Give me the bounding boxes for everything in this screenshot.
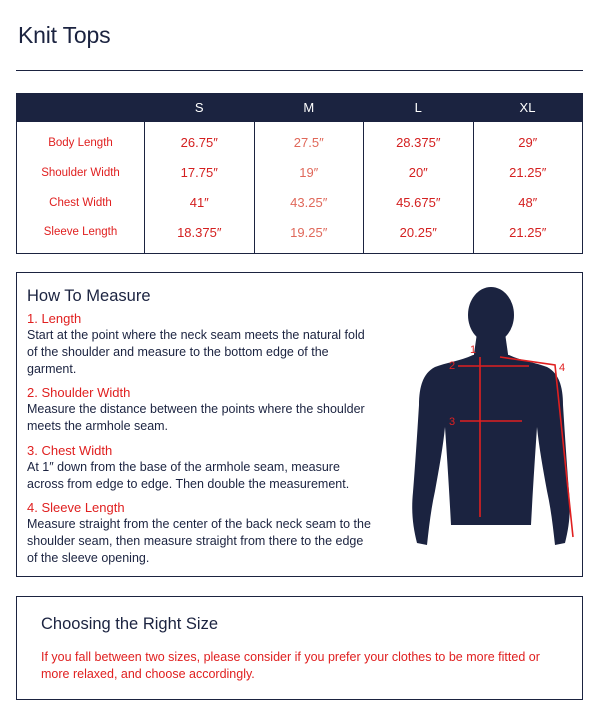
- step-text: Measure the distance between the points where the shoulder meets the armhole seam.: [27, 402, 365, 433]
- measure-step-shoulder-width: [27, 385, 372, 435]
- table-cell: 45.675″: [364, 188, 474, 218]
- choosing-size-text: If you fall between two sizes, please consider if you prefer your clothes to be more fitted or more relaxed, and choose accordingly.: [41, 650, 540, 681]
- table-row: [17, 122, 583, 158]
- table-row: [17, 218, 583, 254]
- choosing-size-panel: [16, 596, 583, 700]
- step-heading: 3. Chest Width: [27, 443, 113, 458]
- torso-silhouette: [412, 287, 570, 545]
- measure-step-chest-width: [27, 443, 372, 493]
- table-cell: 27.5″: [254, 122, 364, 158]
- size-header-blank: [17, 94, 145, 122]
- how-to-measure-panel: [16, 272, 583, 577]
- step-heading: 4. Sleeve Length: [27, 500, 125, 515]
- row-label-body-length: Body Length: [48, 136, 113, 149]
- table-cell: 28.375″: [364, 122, 474, 158]
- step-heading: 2. Shoulder Width: [27, 385, 131, 400]
- table-cell: 29″: [473, 122, 583, 158]
- title-divider: [16, 70, 583, 71]
- step-text: Start at the point where the neck seam meets the natural fold of the shoulder and measure to the bottom edge of the garment.: [27, 328, 365, 376]
- table-cell: 20″: [364, 158, 474, 188]
- size-header-row: [17, 94, 583, 122]
- measure-step-sleeve-length: [27, 500, 372, 567]
- table-cell: 43.25″: [254, 188, 364, 218]
- choosing-size-title: Choosing the Right Size: [41, 615, 219, 633]
- size-chart-table: [16, 93, 583, 254]
- size-header-m: M: [254, 94, 364, 122]
- size-header-xl: XL: [473, 94, 583, 122]
- size-header-l: L: [364, 94, 474, 122]
- step-text: Measure straight from the center of the back neck seam to the shoulder seam, then measure straight from there to the edge of the sleeve opening.: [27, 517, 371, 565]
- table-cell: 17.75″: [145, 158, 255, 188]
- table-cell: 48″: [473, 188, 583, 218]
- table-cell: 21.25″: [473, 218, 583, 254]
- body-measurement-figure: [405, 287, 583, 559]
- table-cell: 41″: [145, 188, 255, 218]
- table-cell: 26.75″: [145, 122, 255, 158]
- step-text: At 1″ down from the base of the armhole seam, measure across from edge to edge. Then double the measurement.: [27, 460, 350, 491]
- marker-label: 2: [449, 360, 456, 372]
- table-cell: 20.25″: [364, 218, 474, 254]
- row-label-chest-width: Chest Width: [49, 196, 112, 209]
- measure-step-length: [27, 311, 372, 378]
- page-title: Knit Tops: [18, 22, 111, 48]
- table-row: [17, 188, 583, 218]
- marker-label: 1: [470, 344, 477, 356]
- table-cell: 19″: [254, 158, 364, 188]
- step-heading: 1. Length: [27, 311, 82, 326]
- row-label-shoulder-width: Shoulder Width: [41, 166, 120, 179]
- size-header-s: S: [145, 94, 255, 122]
- table-cell: 21.25″: [473, 158, 583, 188]
- table-row: [17, 158, 583, 188]
- table-cell: 18.375″: [145, 218, 255, 254]
- row-label-sleeve-length: Sleeve Length: [43, 226, 118, 239]
- marker-label: 4: [559, 362, 566, 374]
- how-to-measure-title: How To Measure: [27, 287, 151, 305]
- marker-label: 3: [449, 416, 456, 428]
- table-cell: 19.25″: [254, 218, 364, 254]
